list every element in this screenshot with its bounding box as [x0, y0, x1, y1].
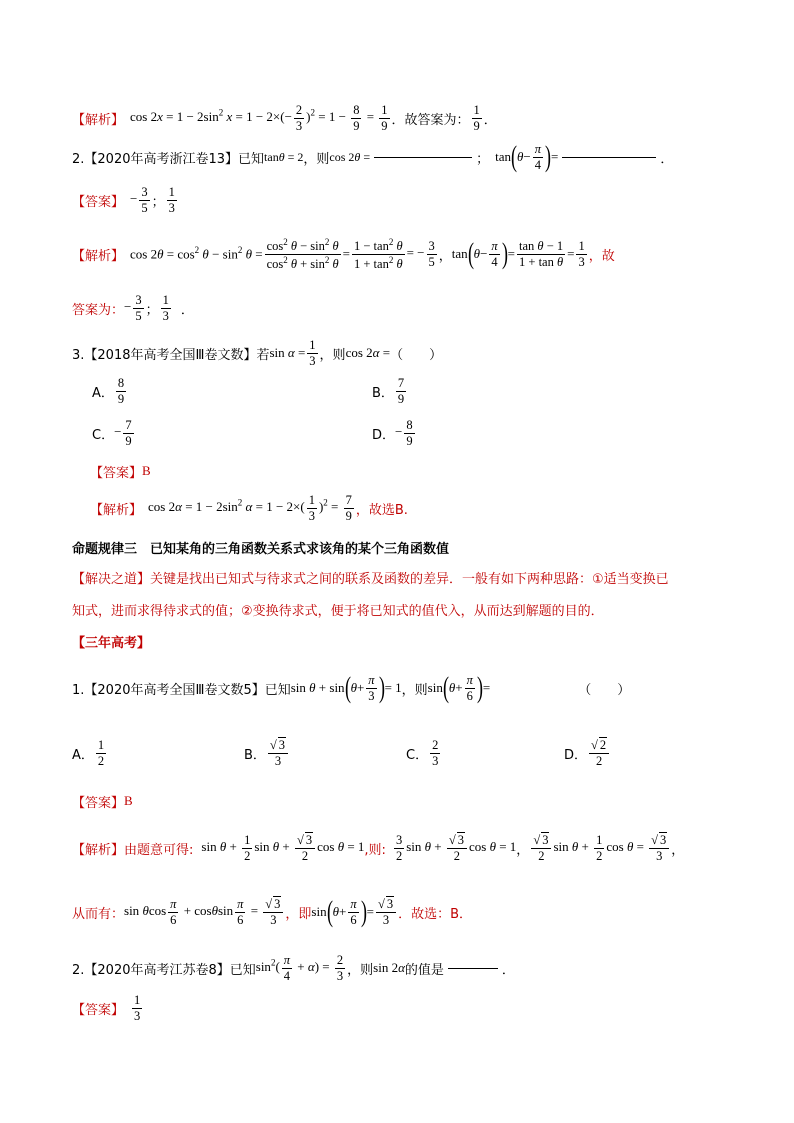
q5-answer: 【答案】 $\frac{1}{3}$	[72, 993, 141, 1023]
analysis-tag: 【解析】	[72, 842, 125, 858]
q2-header: 2.【2020年高考浙江卷13】已知	[72, 151, 265, 167]
q4-option-c[interactable]: C． $\frac{2}{3}$	[406, 738, 439, 768]
analysis-tag: 【解析】	[90, 502, 143, 518]
answer-text: ．故答案为：	[391, 112, 470, 128]
q3-option-a[interactable]: A． $\frac{8}{9}$	[92, 376, 125, 406]
answer-tag: 【答案】	[72, 1002, 125, 1018]
q4-option-d[interactable]: D． $\frac{√ 2}{2}$	[564, 732, 611, 774]
q3-answer: 【答案】 B	[90, 463, 151, 481]
q3-analysis: 【解析】 $\cos 2\alpha = 1 - 2\sin^2$ α = 1 − 2×( $\frac{1}{3}$ )$^2$ = $\frac{7}{9}$ ，故选B.	[90, 493, 408, 523]
q5-header: 2.【2020年高考江苏卷8】已知	[72, 962, 256, 978]
q4-answer: 【答案】 B	[72, 793, 133, 811]
q3-header: 3.【2018年高考全国Ⅲ卷文数】若	[72, 347, 270, 363]
q4-analysis-cont: 从而有： sin θcos $\frac{\pi}{6}$ + cosθsin $\frac{\pi}{6}$ = $\frac{√ 3}{3}$ ，即 sin ( θ + $\frac{\pi}{6}$ ) = $\frac{√ 3}{3}$ ．故选：B．	[72, 895, 472, 928]
q2-question: 2.【2020年高考浙江卷13】已知 tanθ = 2 ，则 cos 2θ = ； tan ( θ − $\frac{\pi}{4}$ ) = ．	[72, 140, 674, 173]
q5-question: 2.【2020年高考江苏卷8】已知 $\sin^2$( $\frac{\pi}{4}$ + α) = $\frac{2}{3}$ ，则 sin 2α 的值是 ．	[72, 953, 515, 983]
q2-analysis-cont: 答案为： − $\frac{3}{5}$ ； $\frac{1}{3}$ ．	[72, 293, 194, 323]
answer-tag: 【答案】	[90, 465, 143, 481]
q4-header: 1.【2020年高考全国Ⅲ卷文数5】已知	[72, 682, 291, 698]
method-line-1: 【解决之道】 关键是找出已知式与待求式之间的联系及函数的差异．一般有如下两种思路：①适当变换已	[72, 566, 669, 588]
method-line-2: 知式，进而求得待求式的值；②变换待求式，便于将已知式的值代入，从而达到解题的目的．	[72, 603, 604, 619]
answer-blank-1[interactable]	[374, 156, 472, 158]
q4-option-b[interactable]: B． $\frac{√ 3}{3}$	[244, 732, 290, 774]
q4-analysis: 【解析】 由题意可得: sin θ + $\frac{1}{2}$ sin θ + $\frac{√ 3}{2}$ cos θ = 1 ,则: $\frac{3}{2}$ sin θ + $\frac{√ 3}{2}$ cos θ = 1 ， $\frac{√ 3}{2}$ sin θ + $\frac{1}{2}$ cos θ = $\frac{√ 3}{3}$ ，	[72, 833, 685, 863]
section-title: 命题规律三 已知某角的三角函数关系式求该角的某个三角函数值	[72, 541, 450, 557]
three-years-heading: 【三年高考】	[72, 635, 151, 651]
analysis-line-1: 【解析】 $\cos 2x = 1 - 2\sin^2$ x = 1 − 2×(− $\frac{2}{3}$ )$^2$ = 1 − $\frac{8}{9}$ = $\frac{1}{9}$ ．故答案为： $\frac{1}{9}$ ．	[72, 103, 497, 133]
q3-option-b[interactable]: B． $\frac{7}{9}$	[372, 376, 405, 406]
answer-blank-2[interactable]	[562, 156, 656, 158]
q2-analysis: 【解析】 $\cos 2\theta = \cos^2 \theta - \sin^2 \theta$ = $\frac{\cos^2 \theta - \sin^2 \theta}{\cos^2 \theta + \sin^2 \theta}$ = $\frac{1 - \tan^2 \theta}{1 + \tan^2 \theta}$ = − $\frac{3}{5}$ ， tan ( θ − $\frac{\pi}{4}$ ) = $\frac{\text{tan θ − 1}}{\text{1 + tan θ}}$ = $\frac{1}{3}$ ，故	[72, 236, 615, 271]
q4-option-a[interactable]: A． $\frac{1}{2}$	[72, 738, 105, 768]
method-tag: 【解决之道】	[72, 571, 151, 587]
q3-option-d[interactable]: D． − $\frac{8}{9}$	[372, 418, 413, 448]
formula: $\cos 2x = 1 - 2\sin^2$ x = 1 − 2×(− $\frac{2}{3}$ )$^2$ = 1 − $\frac{8}{9}$ = $\frac{1}{9}$	[130, 103, 388, 133]
analysis-tag: 【解析】	[72, 112, 125, 128]
q2-answer: 【答案】 − $\frac{3}{5}$ ； $\frac{1}{3}$	[72, 185, 175, 215]
analysis-tag: 【解析】	[72, 248, 125, 264]
answer-blank[interactable]	[448, 967, 498, 969]
q4-question: 1.【2020年高考全国Ⅲ卷文数5】已知 sin θ + sin ( θ + $\frac{\pi}{3}$ ) = 1 ，则 sin ( θ + $\frac{\pi}{6}$ ) = （ ）	[72, 671, 631, 704]
answer-tag: 【答案】	[72, 795, 125, 811]
q3-question: 3.【2018年高考全国Ⅲ卷文数】若 sin α = $\frac{1}{3}$ ，则 cos 2α = （ ）	[72, 338, 443, 368]
q3-option-c[interactable]: C． − $\frac{7}{9}$	[92, 418, 132, 448]
answer-tag: 【答案】	[72, 194, 125, 210]
answer-fraction: $\frac{1}{9}$	[473, 103, 480, 133]
